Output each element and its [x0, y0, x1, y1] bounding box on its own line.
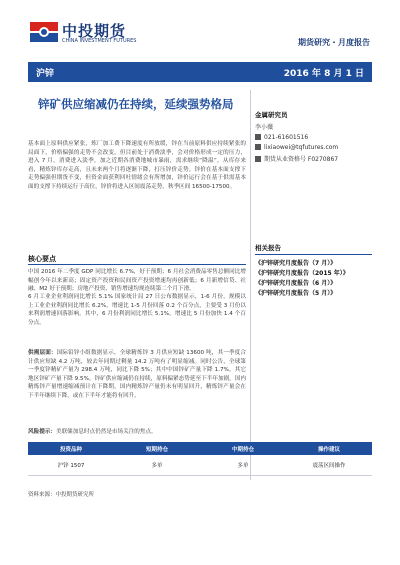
report-type: 期货研究・月度报告 [298, 38, 370, 47]
related-reports-heading: 相关报告 [255, 243, 372, 255]
email-link[interactable]: lixiaowei@tqfutures.com [264, 144, 339, 151]
license-row [255, 154, 338, 163]
table-cell: 多单 [200, 455, 286, 476]
table-row [28, 455, 372, 476]
report-date: 2016 年 8 月 1 日 [283, 69, 364, 79]
company-logo-icon [30, 22, 58, 42]
intro-paragraph: 基本面上原料供应紧张，炼厂加工费下降速度有所放缓，锌在当前原料供应持续紧张的局面下，价格偏强的走势不会改变，但目前处于消费淡季，会对价格形成一定的压力，进入 7 月，消费进入淡季，加之近期各消费地城市暴雨，需求继续“降温”，从库存来看，精炼锌库存走高，且未来两个月将逐渐下降，打压锌价走势。锌价在基本面支撑下走势偏强但期货不变，但资金面获利回吐情绪会有所增加，锌价运行会在基于供需基本面的支撑下持续运行于高位，锌价将进入区间震荡走势，秋季区间 16500-17500。 [28, 141, 246, 190]
recommendation-table [28, 442, 372, 476]
phone-icon [255, 134, 261, 140]
commodity-label: 沪锌 [36, 69, 55, 79]
risk-label: 风险提示： [28, 429, 56, 435]
related-report-item[interactable]: 《沪锌研究月度报告（7 月）》 [255, 260, 337, 267]
table-header: 操作建议 [286, 442, 372, 455]
table-header: 投资品种 [28, 442, 114, 455]
table-cell: 震荡区间操作 [286, 455, 372, 476]
table-header: 短期持仓 [114, 442, 200, 455]
email-icon [255, 144, 261, 150]
email-row[interactable] [255, 144, 338, 151]
column-divider [250, 90, 251, 480]
risk-text: 美联储加息时点仍然是市场关注的焦点。 [55, 429, 157, 435]
key-point-industry: 6 月工业企业利润同比增长 5.1% 国家统计局 27 日公布数据显示，1-6 月份，规模以上工业企业利润同比增长 6.2%，增速比 1-5 月份回落 0.2 个百分点，主要受 3 月份以来利润增速回落影响。其中，6 月份利润同比增长 5.1%，增速比 5 月份加快 1.4 个百分点。 [28, 294, 246, 326]
analyst-title: 金属研究员 [255, 111, 288, 119]
license-number: 期货从业资格号 F0270867 [264, 156, 339, 163]
related-report-item[interactable]: 《沪锌研究月度报告（6 月）》 [255, 280, 337, 287]
risk-paragraph [28, 428, 372, 437]
source-note: 资料来源：中投期货研究所 [28, 492, 95, 498]
table-header: 中期持仓 [200, 442, 286, 455]
related-report-item[interactable]: 《沪锌研究月度报告（5 月）》 [255, 290, 337, 297]
page-title: 锌矿供应缩减仍在持续，延续强势格局 [38, 97, 234, 111]
license-icon [255, 156, 261, 162]
logo-subtext: CHINA INVESTMENT FUTURES [62, 38, 137, 44]
related-report-item[interactable]: 《沪锌研究月度报告（2015 年）》 [255, 270, 349, 277]
supply-demand-text: 国际铅锌小组数据显示，全球精炼锌 3 月供应短缺 13600 吨，其一季度合计供应短缺 4.2 万吨，较去年同期过剩量 14.2 万吨有了明显缩减。同时公告，全球第一季度锌精矿产量为 298.4 万吨，同比下降 5%；其中中国锌矿产量下降 1.7%，其它地区锌矿产量下降 9.5%。锌矿供应缩减仍在持续，原料偏紧态势延至下半年加剧，国内精炼锌产量增速缩减预计在下降期，国内精炼锌产量仍未有明显回升，精炼锌产量会在下半年继续下降，或在下半年才能将有回升。 [28, 350, 246, 399]
phone-number: 021-61601516 [264, 134, 309, 141]
section-divider [28, 264, 246, 265]
table-cell: 沪锌 1507 [28, 455, 114, 476]
section-heading-key-points: 核心要点 [28, 255, 56, 263]
supply-demand-paragraph [28, 349, 246, 401]
supply-demand-label: 供需层面： [28, 350, 57, 356]
phone-row [255, 134, 308, 141]
logo-text: 中投期货 [62, 22, 127, 40]
analyst-name: 李小薇 [255, 124, 274, 131]
table-header-row [28, 442, 372, 455]
key-point-gdp: 中国 2016 年二季度 GDP 同比增长 6.7%，好于预期；6 月社会消费品零售总额同比增幅创今年以来新高；固定资产投资和民间资产投资增速均再创新低；6 月新增信贷、社融、M2 好于预期；房地产投资、销售增速均现连续第二个月下滑。 [28, 269, 246, 293]
table-cell: 多单 [114, 455, 200, 476]
